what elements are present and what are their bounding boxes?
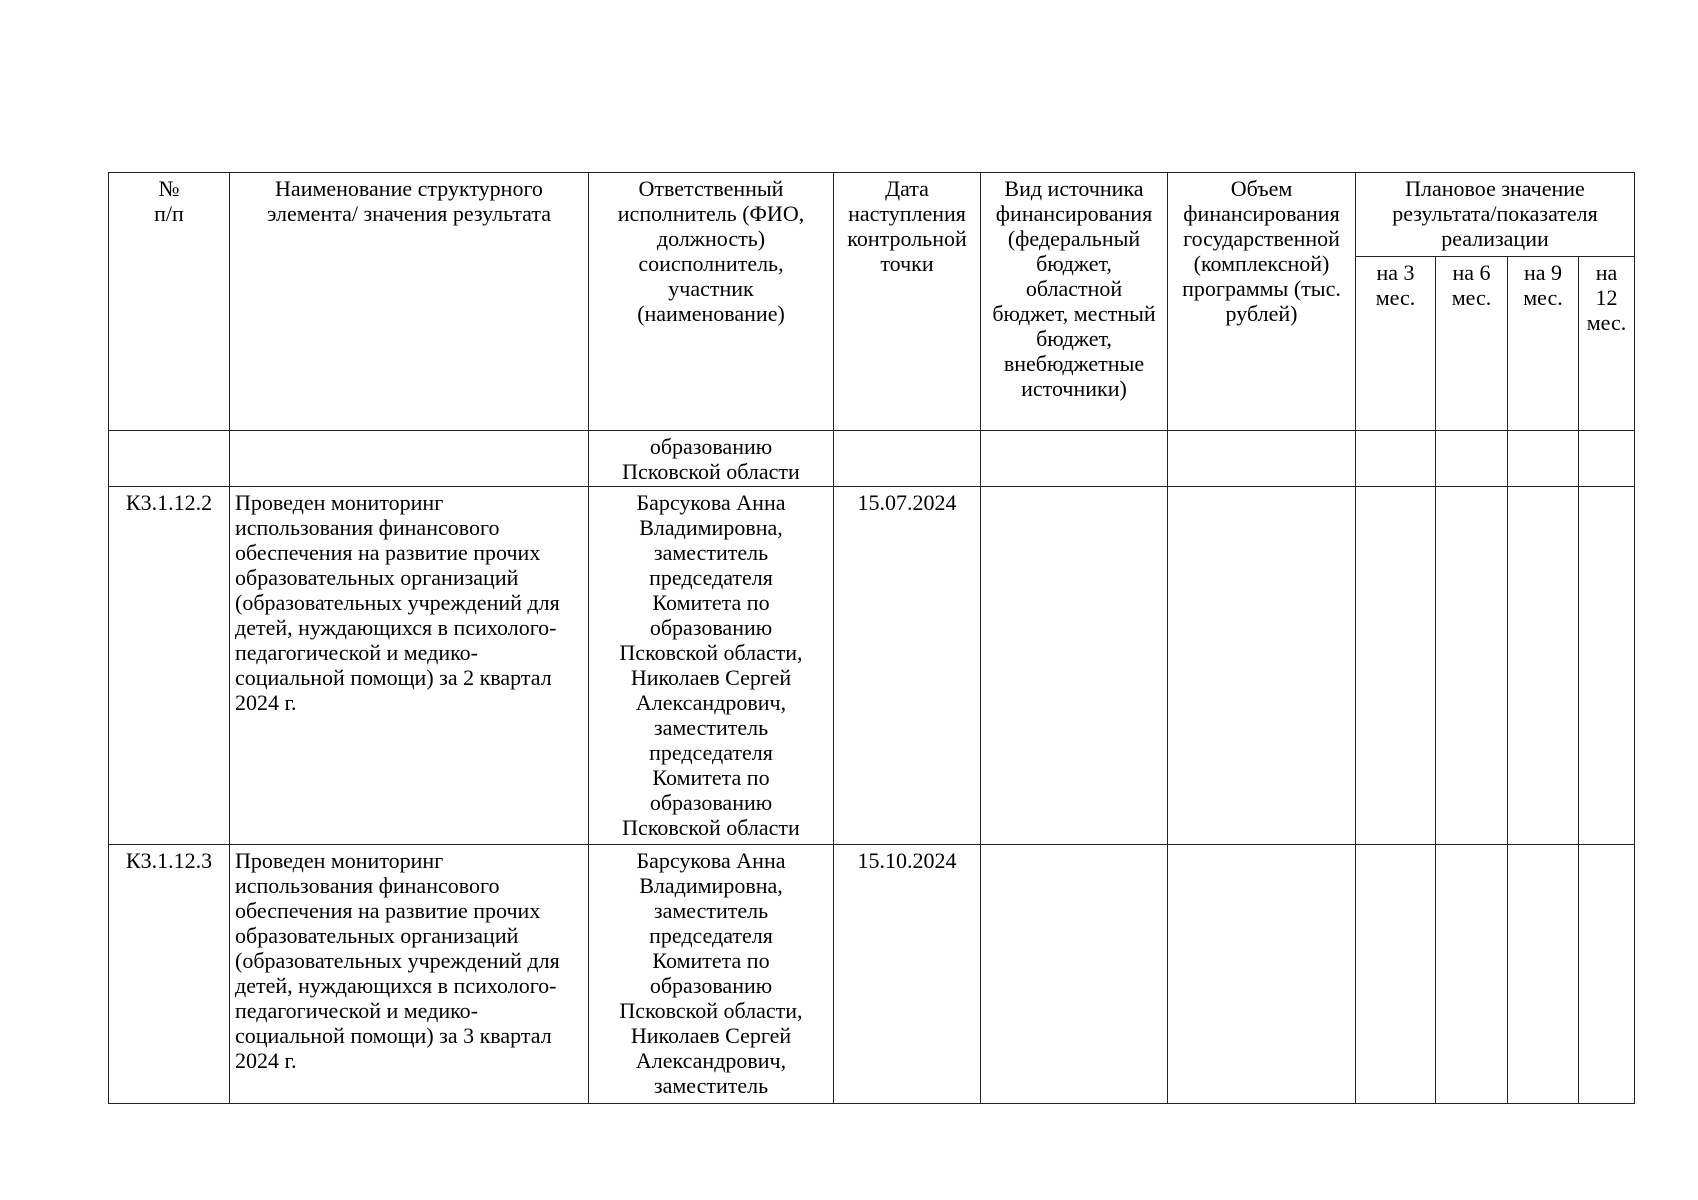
header-num: № п/п	[109, 173, 230, 431]
cell-date: 15.07.2024	[834, 487, 981, 845]
cell-responsible: Барсукова Анна Владимировна, заместитель председателя Комитета по образованию Псковской области, Николаев Сергей Александрович, заместитель	[589, 845, 834, 1104]
header-row	[109, 173, 1635, 257]
cell-num: К3.1.12.3	[109, 845, 230, 1104]
table-row	[109, 431, 1635, 487]
header-plan-12: на 12 мес.	[1579, 257, 1635, 431]
cell-plan-9	[1508, 431, 1579, 487]
cell-plan-9	[1508, 845, 1579, 1104]
cell-volume	[1168, 431, 1356, 487]
cell-name: Проведен мониторинг использования финансового обеспечения на развитие прочих образовательных организаций (образовательных учреждений для детей, нуждающихся в психолого-педагогической и медико-социальной помощи) за 2 квартал 2024 г.	[230, 487, 589, 845]
cell-plan-3	[1356, 845, 1436, 1104]
cell-plan-6	[1436, 487, 1508, 845]
cell-responsible: Барсукова Анна Владимировна, заместитель председателя Комитета по образованию Псковской области, Николаев Сергей Александрович, заместитель председателя Комитета по образованию Псковской области	[589, 487, 834, 845]
table-row	[109, 487, 1635, 845]
table-row	[109, 845, 1635, 1104]
header-plan-9: на 9 мес.	[1508, 257, 1579, 431]
cell-source	[981, 845, 1168, 1104]
cell-plan-12	[1579, 487, 1635, 845]
header-source: Вид источника финансирования (федеральный бюджет, областной бюджет, местный бюджет, внебюджетные источники)	[981, 173, 1168, 431]
header-plan-3: на 3 мес.	[1356, 257, 1436, 431]
cell-name: Проведен мониторинг использования финансового обеспечения на развитие прочих образовательных организаций (образовательных учреждений для детей, нуждающихся в психолого-педагогической и медико-социальной помощи) за 3 квартал 2024 г.	[230, 845, 589, 1104]
cell-plan-12	[1579, 431, 1635, 487]
header-volume: Объем финансирования государственной (комплексной) программы (тыс. рублей)	[1168, 173, 1356, 431]
cell-num	[109, 431, 230, 487]
header-responsible: Ответственный исполнитель (ФИО, должность) соисполнитель, участник (наименование)	[589, 173, 834, 431]
cell-volume	[1168, 487, 1356, 845]
cell-plan-3	[1356, 487, 1436, 845]
cell-date: 15.10.2024	[834, 845, 981, 1104]
plan-table	[108, 172, 1635, 1104]
cell-plan-6	[1436, 431, 1508, 487]
cell-plan-3	[1356, 431, 1436, 487]
cell-source	[981, 431, 1168, 487]
header-plan-6: на 6 мес.	[1436, 257, 1508, 431]
cell-name	[230, 431, 589, 487]
cell-source	[981, 487, 1168, 845]
cell-responsible: образованию Псковской области	[589, 431, 834, 487]
cell-plan-12	[1579, 845, 1635, 1104]
cell-volume	[1168, 845, 1356, 1104]
cell-num: К3.1.12.2	[109, 487, 230, 845]
header-date: Дата наступления контрольной точки	[834, 173, 981, 431]
cell-date	[834, 431, 981, 487]
cell-plan-9	[1508, 487, 1579, 845]
header-plan: Плановое значение результата/показателя реализации	[1356, 173, 1635, 257]
cell-plan-6	[1436, 845, 1508, 1104]
header-name: Наименование структурного элемента/ значения результата	[230, 173, 589, 431]
